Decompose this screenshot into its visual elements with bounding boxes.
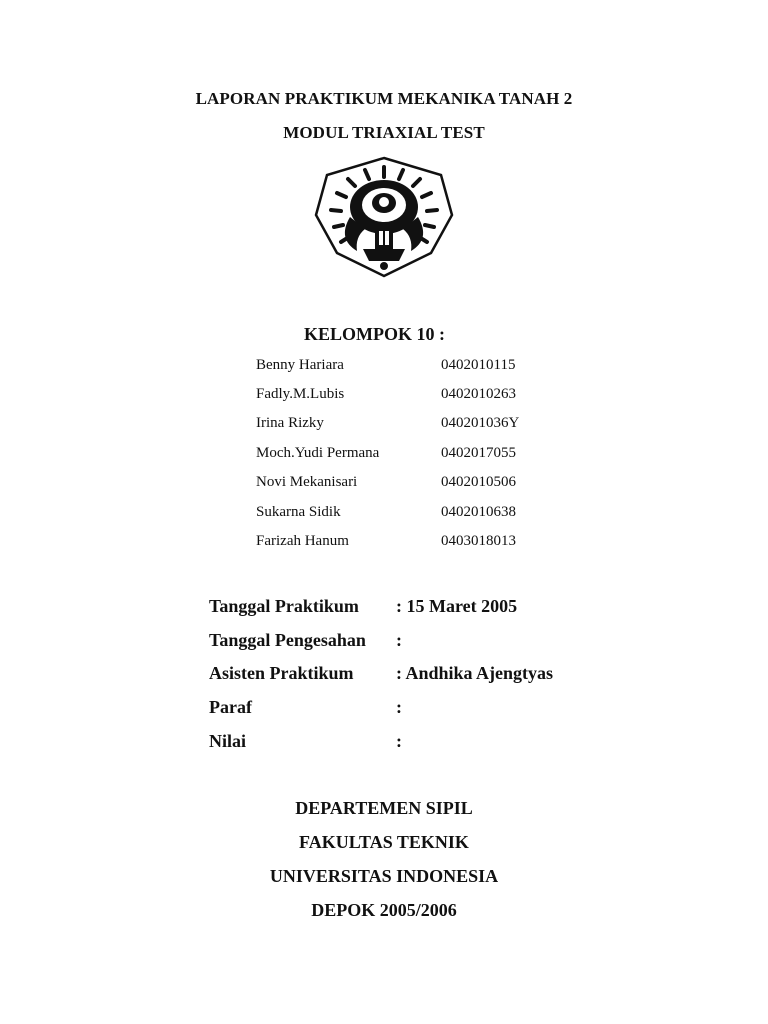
info-row-paraf <box>209 697 629 723</box>
info-value: : Andhika Ajengtyas <box>396 663 554 683</box>
module-title: MODUL TRIAXIAL TEST <box>283 123 485 142</box>
member-row <box>256 533 576 555</box>
footer-department: DEPARTEMEN SIPIL <box>295 798 473 818</box>
info-row-tanggal-pengesahan <box>209 630 629 656</box>
report-title: LAPORAN PRAKTIKUM MEKANIKA TANAH 2 <box>195 89 573 108</box>
info-value: : <box>396 630 402 650</box>
info-label: Paraf <box>209 697 252 717</box>
info-label: Tanggal Pengesahan <box>209 630 366 650</box>
member-name: Benny Hariara <box>256 357 344 373</box>
info-value: : 15 Maret 2005 <box>396 596 518 616</box>
member-name: Novi Mekanisari <box>256 474 358 490</box>
info-row-asisten <box>209 663 629 689</box>
member-name: Moch.Yudi Permana <box>256 445 380 461</box>
member-name: Fadly.M.Lubis <box>256 386 345 402</box>
info-value: : <box>396 697 402 717</box>
member-number: 0402017055 <box>441 445 516 461</box>
member-number: 0402010115 <box>441 357 516 373</box>
footer-university: UNIVERSITAS INDONESIA <box>269 866 499 886</box>
university-emblem-icon <box>313 155 455 279</box>
info-label: Asisten Praktikum <box>209 663 354 683</box>
group-heading: KELOMPOK 10 : <box>304 324 445 344</box>
info-value: : <box>396 731 402 751</box>
footer-faculty: FAKULTAS TEKNIK <box>299 832 469 852</box>
member-number: 0402010506 <box>441 474 516 490</box>
member-row <box>256 474 576 496</box>
member-name: Sukarna Sidik <box>256 504 341 520</box>
member-row <box>256 357 576 379</box>
member-row <box>256 386 576 408</box>
member-number: 0402010638 <box>441 504 516 520</box>
info-row-nilai <box>209 731 629 757</box>
info-label: Tanggal Praktikum <box>209 596 359 616</box>
info-label: Nilai <box>209 731 247 751</box>
footer-location-year: DEPOK 2005/2006 <box>311 900 457 920</box>
member-row <box>256 504 576 526</box>
member-name: Irina Rizky <box>256 415 324 431</box>
member-row <box>256 445 576 467</box>
member-number: 0403018013 <box>441 533 516 549</box>
member-number: 0402010263 <box>441 386 516 402</box>
member-row <box>256 415 576 437</box>
member-name: Farizah Hanum <box>256 533 349 549</box>
info-row-tanggal-praktikum <box>209 596 629 622</box>
member-number: 040201036Y <box>441 415 520 431</box>
